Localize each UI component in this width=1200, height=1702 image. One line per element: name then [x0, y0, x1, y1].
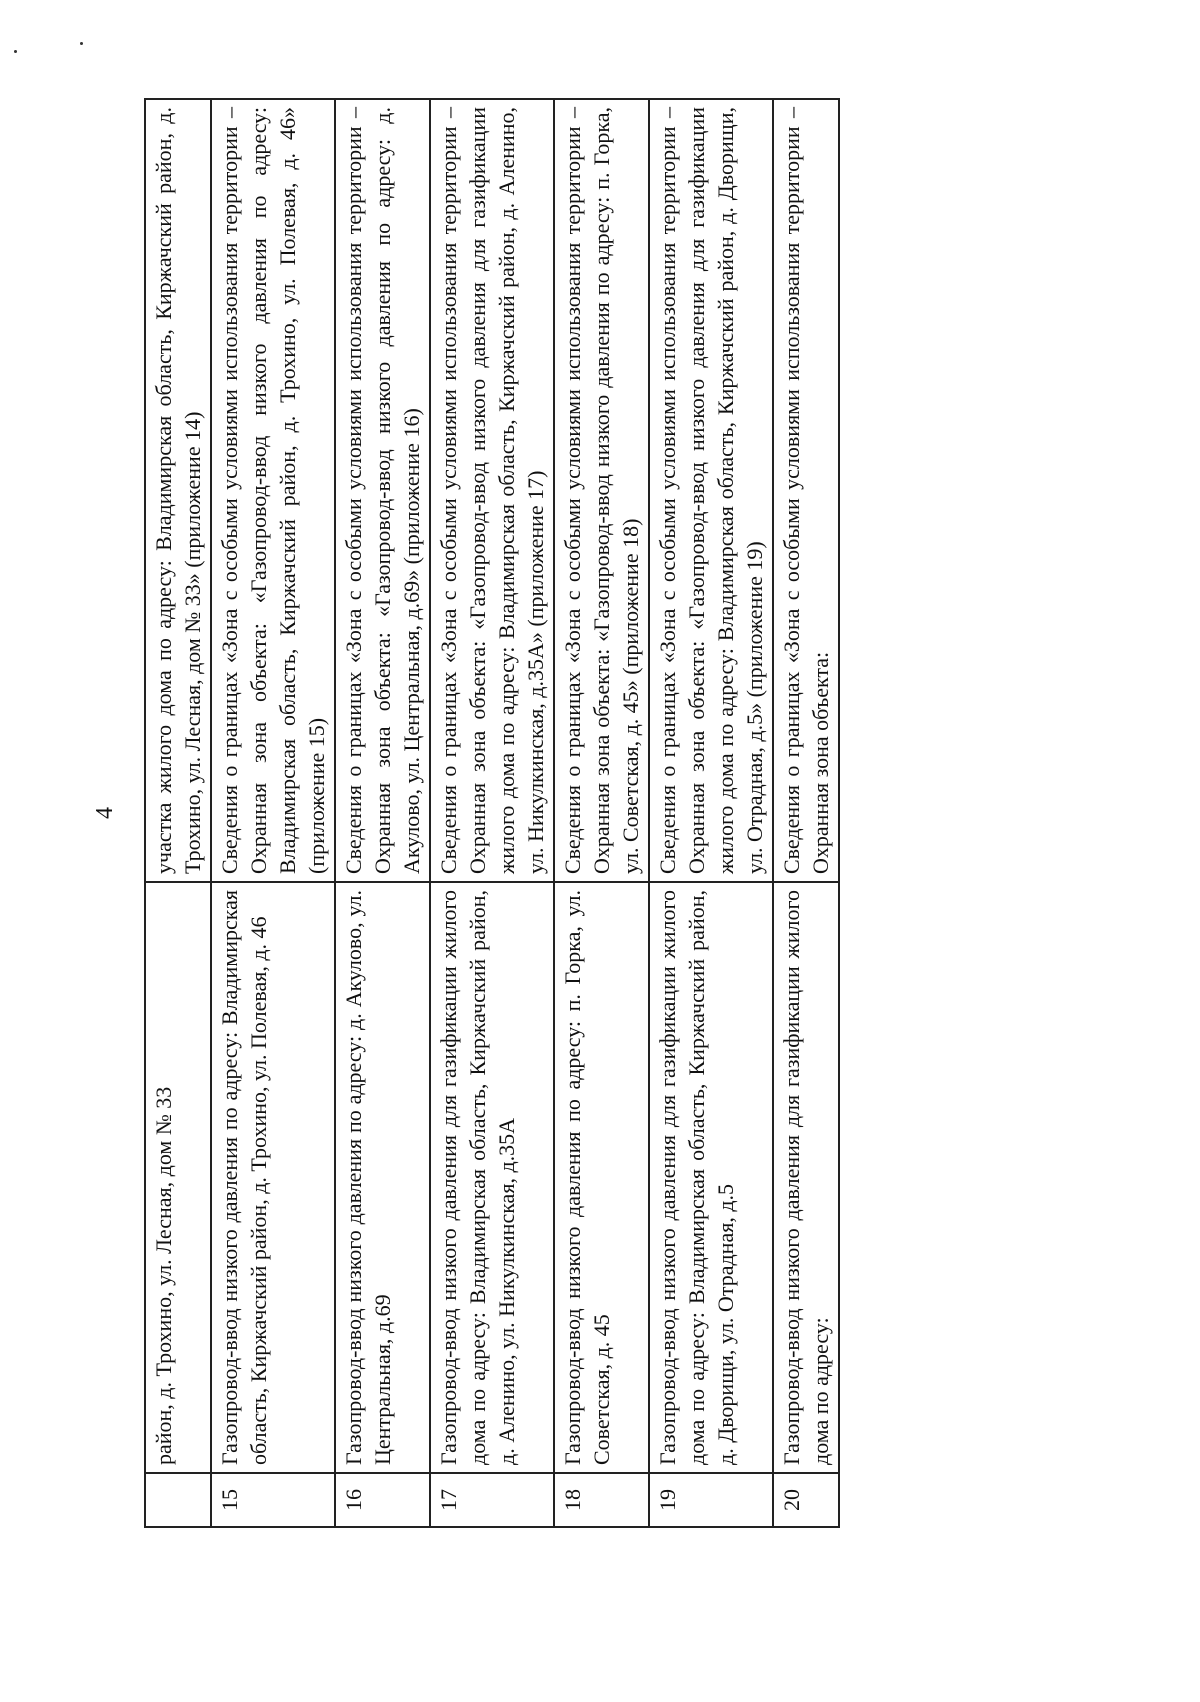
scan-speck — [80, 42, 83, 45]
row-number — [145, 1473, 211, 1527]
table-row — [430, 99, 554, 1527]
object-cell: Газопровод-ввод низкого давления для газификации жилого дома по адресу: Владимирская область, Киржачский район, д. Дворищи, ул. Отрадная, д.5 — [649, 882, 773, 1473]
object-cell: район, д. Трохино, ул. Лесная, дом № 33 — [145, 882, 211, 1473]
row-number: 16 — [335, 1473, 430, 1527]
document-table — [144, 98, 840, 1528]
page-number: 4 — [92, 807, 118, 819]
info-cell: Сведения о границах «Зона с особыми условиями использования территории – Охранная зона объекта: — [773, 99, 839, 882]
rotated-page — [92, 98, 1054, 1528]
table-row — [773, 99, 839, 1527]
row-number: 18 — [554, 1473, 649, 1527]
table-row — [649, 99, 773, 1527]
table-row — [335, 99, 430, 1527]
row-number: 20 — [773, 1473, 839, 1527]
row-number: 19 — [649, 1473, 773, 1527]
scan-speck — [14, 50, 17, 53]
object-cell: Газопровод-ввод низкого давления по адресу: д. Акулово, ул. Центральная, д.69 — [335, 882, 430, 1473]
table-row — [554, 99, 649, 1527]
info-cell: Сведения о границах «Зона с особыми условиями использования территории – Охранная зона объекта: «Газопровод-ввод низкого давления для газификации жилого дома по адресу: Владимирская область, Киржачский район, д. Дворищи, ул. Отрадная, д.5» (приложение 19) — [649, 99, 773, 882]
info-cell: Сведения о границах «Зона с особыми условиями использования территории – Охранная зона объекта: «Газопровод-ввод низкого давления по адресу: п. Горка, ул. Советская, д. 45» (приложение 18) — [554, 99, 649, 882]
object-cell: Газопровод-ввод низкого давления для газификации жилого дома по адресу: Владимирская область, Киржачский район, д. Аленино, ул. Никулкинская, д.35А — [430, 882, 554, 1473]
object-cell: Газопровод-ввод низкого давления по адресу: Владимирская область, Киржачский район, д. Трохино, ул. Полевая, д. 46 — [211, 882, 335, 1473]
object-cell: Газопровод-ввод низкого давления для газификации жилого дома по адресу: — [773, 882, 839, 1473]
info-cell: Сведения о границах «Зона с особыми условиями использования территории – Охранная зона объекта: «Газопровод-ввод низкого давления по адресу: Владимирская область, Киржачский район, д. Трохино, ул. Полевая, д. 46» (приложение 15) — [211, 99, 335, 882]
info-cell: Сведения о границах «Зона с особыми условиями использования территории – Охранная зона объекта: «Газопровод-ввод низкого давления для газификации жилого дома по адресу: Владимирская область, Киржачский район, д. Аленино, ул. Никулкинская, д.35А» (приложение 17) — [430, 99, 554, 882]
table-row — [145, 99, 211, 1527]
table-row — [211, 99, 335, 1527]
info-cell: участка жилого дома по адресу: Владимирская область, Киржачский район, д. Трохино, ул. Лесная, дом № 33» (приложение 14) — [145, 99, 211, 882]
row-number: 17 — [430, 1473, 554, 1527]
info-cell: Сведения о границах «Зона с особыми условиями использования территории – Охранная зона объекта: «Газопровод-ввод низкого давления по адресу: д. Акулово, ул. Центральная, д.69» (приложение 16) — [335, 99, 430, 882]
object-cell: Газопровод-ввод низкого давления по адресу: п. Горка, ул. Советская, д. 45 — [554, 882, 649, 1473]
row-number: 15 — [211, 1473, 335, 1527]
